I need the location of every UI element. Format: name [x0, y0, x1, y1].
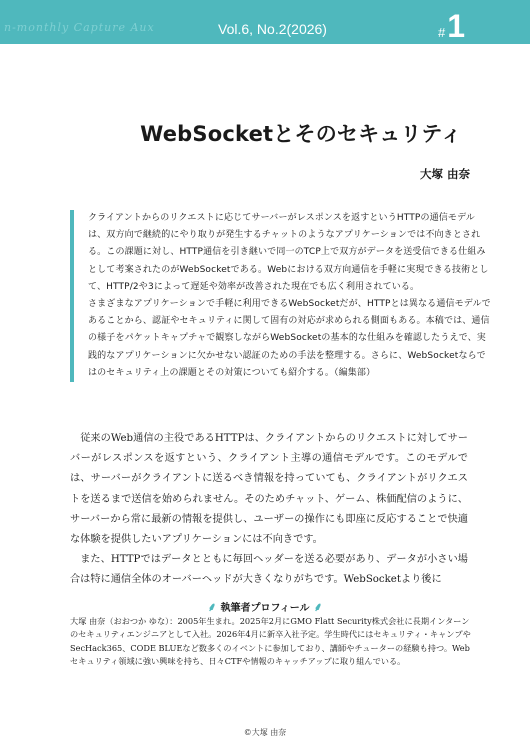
article-body: [70, 429, 468, 591]
header-bar: [0, 0, 530, 44]
article-number: [438, 8, 465, 44]
profile-heading: [0, 598, 530, 615]
copyright-footer: ©大塚 由奈: [243, 728, 287, 737]
profile-heading-label: 執筆者プロフィール: [220, 603, 310, 614]
lead-paragraph: クライアントからのリクエストに応じてサーバーがレスポンスを返すというHTTPの通信モデルは、双方向で継続的にやり取りが発生するチャットのようなアプリケーションでは不向きとされる。この課題に対し、HTTP通信を引き継いで同一のTCP上で双方がデータを送受信できる仕組みとして考案されたのがWebSocketである。Webにおける双方向通信を手軽に実現できる技術として、HTTP/2や3によって遅延や効率が改善された現在でも広く利用されている。: [88, 213, 489, 292]
leaf-icon: ⸙: [207, 600, 217, 614]
article-title: WebSocketとそのセキュリティ: [140, 122, 462, 146]
volume-issue: Vol.6, No.2(2026): [218, 21, 327, 37]
lead-paragraph: さまざまなアプリケーションで手軽に利用できるWebSocketだが、HTTPとは異なる通信モデルであることから、認証やセキュリティに関して固有の対応が求められる側面もある。本稿では、通信の様子をパケットキャプチャで観察しながらWebSocketの基本的な仕組みを確認したうえで、実践的なアプリケーションに欠かせない認証のための手法を整理する。さらに、WebSocketならではのセキュリティ上の課題とその対策についても紹介する。（編集部）: [88, 299, 491, 378]
body-paragraph: また、HTTPではデータとともに毎回ヘッダーを送る必要があり、データが小さい場合は特に通信全体のオーバーヘッドが大きくなりがちです。WebSocketより後に: [70, 554, 468, 586]
body-paragraph: 従来のWeb通信の主役であるHTTPは、クライアントからのリクエストに対してサーバーがレスポンスを返すという、クライアント主導の通信モデルです。このモデルでは、サーバーがクライアントに送るべき情報を持っていても、クライアントがリクエストを送るまで送信を始められません。そのためチャット、ゲーム、株価配信のように、サーバーから常に最新の情報を提供し、ユーザーの操作にも即座に反応することで快適な体験を提供したいアプリケーションには不向きです。: [70, 433, 468, 546]
author-name: 大塚 由奈: [419, 167, 470, 181]
hash-mark: #: [438, 25, 446, 40]
article-number-value: 1: [447, 8, 466, 44]
author-profile: 大塚 由奈（おおつか ゆな）：2005年生まれ。2025年2月にGMO Flatt Security株式会社に長期インターンのセキュリティエンジニアとして入社。2026年4月に新卒入社予定。学生時代にはセキュリティ・キャンプやSecHack365、CODE BLUEなど数多くのイベントに参加しており、講師やチューターの経験も持つ。Webセキュリティ領域に強い興味を持ち、日々CTFや情報のキャッチアップに取り組んでいる。: [70, 616, 471, 667]
series-name: n-monthly Capture Aux: [4, 21, 155, 34]
lead-abstract: [70, 210, 493, 382]
leaf-icon: ⸙: [313, 600, 323, 614]
